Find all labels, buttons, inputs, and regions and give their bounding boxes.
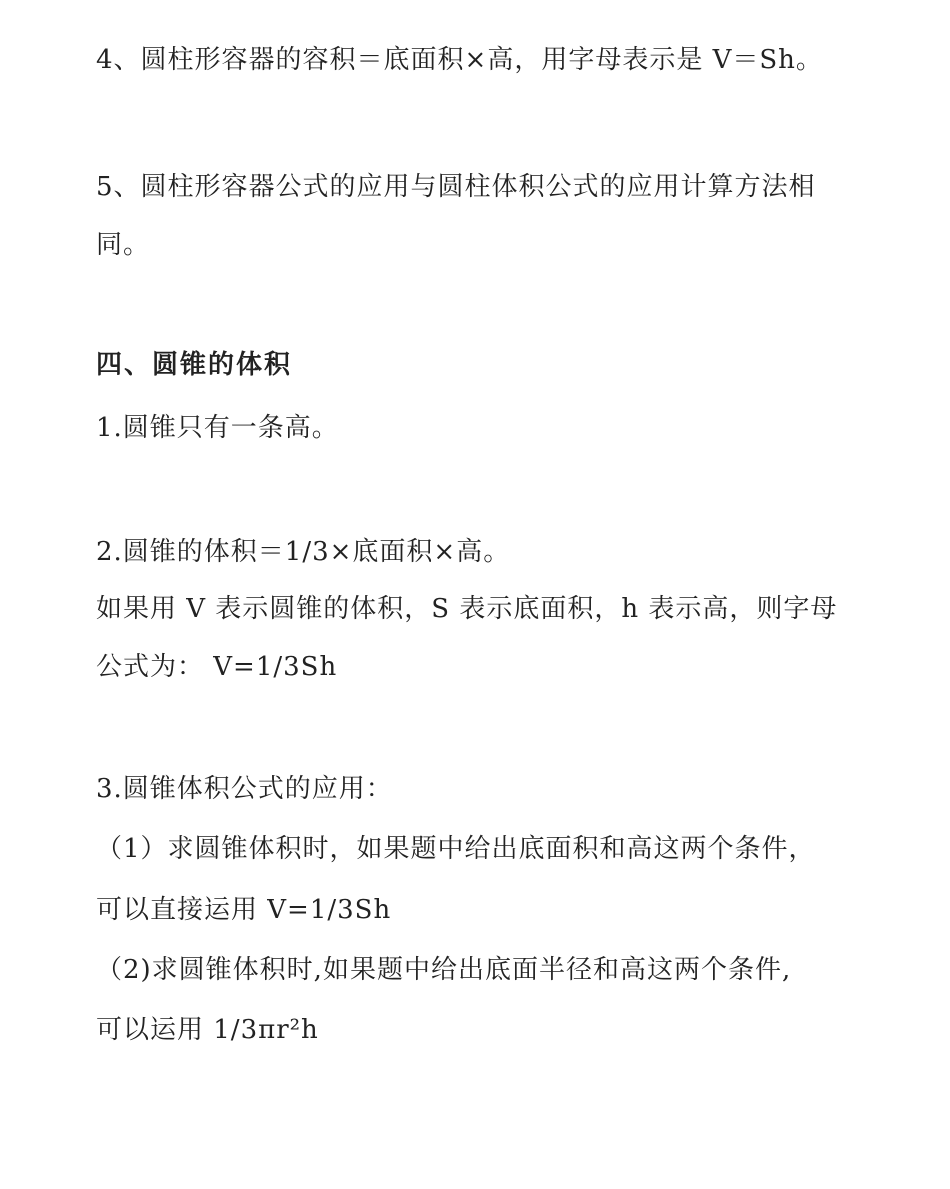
cone-item-3-heading: 3.圆锥体积公式的应用： [96, 774, 393, 804]
cone-formula-explanation-line2: 公式为： V=1/3Sh [96, 652, 338, 682]
cone-item-3-sub2-line1: （2)求圆锥体积时,如果题中给出底面半径和高这两个条件, [96, 955, 792, 985]
cone-item-1: 1.圆锥只有一条高。 [96, 413, 339, 443]
section-heading-cone-volume: 四、圆锥的体积 [96, 350, 293, 380]
cone-item-3-sub1-line1: （1）求圆锥体积时，如果题中给出底面积和高这两个条件， [96, 834, 816, 864]
cone-item-3-sub2-line2: 可以运用 1/3πr²h [96, 1015, 319, 1045]
cone-item-2: 2.圆锥的体积＝1/3×底面积×高。 [96, 537, 511, 567]
item-5-application-line2: 同。 [96, 230, 151, 260]
item-5-application-line1: 5、圆柱形容器公式的应用与圆柱体积公式的应用计算方法相 [96, 172, 816, 202]
item-4-container-volume: 4、圆柱形容器的容积＝底面积×高，用字母表示是 V＝Sh。 [96, 45, 823, 75]
cone-item-3-sub1-line2: 可以直接运用 V=1/3Sh [96, 895, 392, 925]
cone-formula-explanation-line1: 如果用 V 表示圆锥的体积，S 表示底面积，h 表示高，则字母 [96, 594, 838, 624]
